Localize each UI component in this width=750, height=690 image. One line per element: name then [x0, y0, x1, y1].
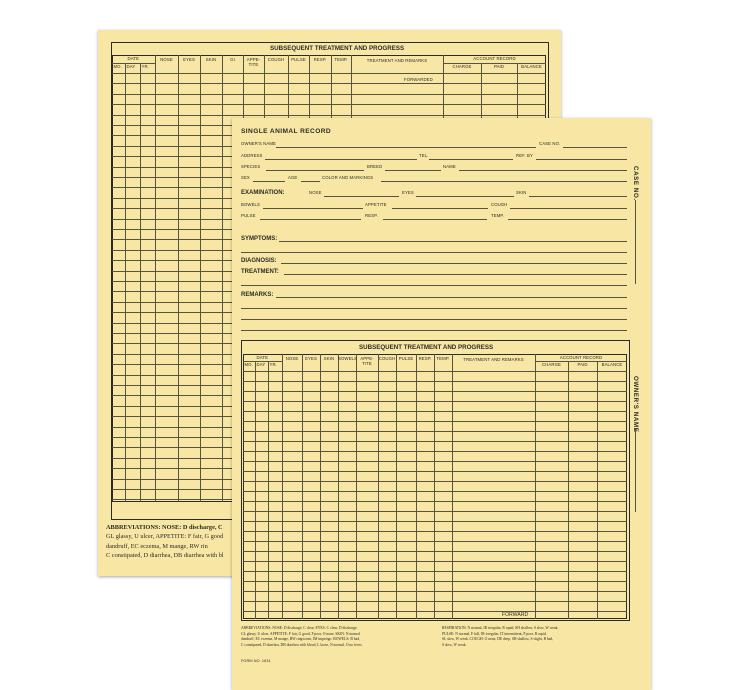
date-header: DATE: [127, 55, 140, 61]
skin-line: [529, 196, 627, 197]
diagnosis-line: [281, 263, 627, 264]
nose-label: NOSE: [309, 190, 322, 195]
grid-row-rule: [243, 511, 627, 512]
resp-line: [383, 219, 487, 220]
back-abbrev-line: ABBREVIATIONS: NOSE: D discharge, C: [106, 524, 223, 531]
bowels-line: [263, 208, 363, 209]
side-tab-case-no: CASE NO.: [632, 166, 639, 201]
column-header: PULSE: [291, 57, 306, 62]
abbrev-line: SL slow, W weak. COUGH: O none, DE deep, SH shallow, S slight, B bad,: [442, 637, 554, 642]
bowels-label: BOWELS: [241, 202, 260, 207]
case-no-label: CASE NO.: [539, 141, 561, 146]
column-header: BOWELS: [338, 356, 357, 361]
treatment-line: [284, 274, 627, 275]
column-header: PULSE: [398, 356, 414, 361]
back-abbrev-line: C constipated, D diarrhea, DB diarrhea with bl: [106, 552, 224, 560]
remarks-line: [276, 297, 627, 298]
name-line: [459, 170, 627, 171]
pulse-line: [260, 219, 361, 220]
account-subheader: BALANCE: [601, 362, 623, 367]
grid-row-rule: [243, 581, 627, 582]
grid-row-rule: [243, 461, 627, 462]
diagnosis-label: DIAGNOSIS:: [241, 258, 277, 264]
grid-row-rule: [243, 431, 627, 432]
grid-row-rule: [243, 481, 627, 482]
date-subheader: YR.: [269, 362, 277, 367]
forward-label: FORWARD: [502, 612, 529, 618]
eyes-line: [416, 196, 514, 197]
remarks-label: REMARKS:: [241, 292, 274, 298]
account-record-header: ACCOUNT RECORD: [559, 354, 603, 360]
abbrev-line: PULSE: N normal, F full, IR irregular, IT intermittent, P poor, R rapid,: [442, 631, 547, 636]
grid-row-rule: [243, 501, 627, 502]
side-tab-owner-line: [635, 428, 636, 512]
grid-row-rule: [243, 401, 627, 402]
abbrev-line: C constipated, D diarrhea, DB diarrhea with blood, L loose, N normal, O no feces.: [241, 642, 363, 647]
abbreviations-left: [241, 626, 363, 648]
ref-by-line: [536, 159, 627, 160]
front-record-sheet: [232, 118, 651, 690]
remarks-line: [241, 308, 627, 309]
grid-row-rule: [243, 591, 627, 592]
address-label: ADDRESS: [241, 153, 263, 158]
abbreviations-right: [442, 626, 558, 648]
treatment-label: TREATMENT:: [241, 269, 279, 275]
grid-column-rule: [178, 55, 179, 502]
temp-label: TEMP.: [491, 213, 505, 218]
remarks-line: [241, 319, 627, 320]
grid-column-rule: [155, 55, 156, 502]
date-subheader: DAY: [126, 64, 136, 69]
column-header: COUGH: [267, 57, 285, 62]
abbrev-line: RESPIRATION: N normal, IR irregular, R rapid, SH shallow, S slow, W weak.: [442, 626, 559, 630]
symptoms-label: SYMPTOMS:: [241, 236, 278, 242]
color-line: [381, 181, 627, 182]
cough-line: [510, 208, 627, 209]
abbrev-line: GL glassy, U ulcer. APPETITE: F fair, G good, P poor, O none. SKIN: N normal: [241, 631, 360, 636]
grid-row-rule: [112, 83, 546, 84]
name-label: NAME: [443, 164, 456, 169]
abbrev-line: S slow, W weak.: [442, 642, 467, 647]
species-line: [266, 170, 364, 171]
column-header: EYES: [305, 356, 317, 361]
appetite-label: APPETITE: [365, 202, 387, 207]
column-header: APPE- TITE: [246, 57, 261, 67]
grid-row-rule: [243, 571, 627, 572]
owners-name-line: [276, 147, 536, 148]
column-header: EYES: [183, 57, 195, 62]
symptoms-line: [241, 252, 627, 253]
grid-row-rule: [243, 491, 627, 492]
table-title: SUBSEQUENT TREATMENT AND PROGRESS: [359, 344, 494, 351]
grid-column-rule: [378, 354, 379, 619]
grid-column-rule: [200, 55, 201, 502]
grid-column-rule: [396, 354, 397, 619]
back-table-title: SUBSEQUENT TREATMENT AND PROGRESS: [270, 45, 405, 52]
grid-row-rule: [243, 561, 627, 562]
column-header: TREATMENT AND REMARKS: [366, 58, 428, 63]
breed-label: BREED: [367, 164, 383, 169]
inner-table-frame: [243, 354, 627, 619]
grid-row-rule: [112, 104, 546, 105]
back-abbrev-line: dandruff, EC eczema, M mange, RW rin: [106, 542, 208, 550]
column-header: GI: [230, 57, 235, 62]
grid-column-rule: [222, 55, 223, 502]
column-header: APPE- TITE: [360, 356, 374, 366]
column-header: RESP.: [313, 57, 327, 62]
column-header: NOSE: [160, 57, 173, 62]
treatment-line: [241, 285, 627, 286]
column-header: TREATMENT AND REMARKS: [463, 357, 524, 362]
species-label: SPECIES: [241, 164, 261, 169]
back-abbreviations: [106, 523, 243, 561]
sex-line: [253, 181, 285, 182]
column-header: SKIN: [323, 356, 335, 361]
date-subheader: DAY: [256, 362, 266, 367]
age-line: [301, 181, 320, 182]
ref-by-label: REF. BY: [516, 153, 533, 158]
grid-row-rule: [243, 411, 627, 412]
grid-column-rule: [282, 354, 283, 619]
date-subheader: MO.: [113, 64, 122, 69]
grid-column-rule: [320, 354, 321, 619]
column-header: TEMP.: [436, 356, 450, 361]
account-record-header: ACCOUNT RECORD: [473, 55, 516, 61]
grid-row-rule: [243, 531, 627, 532]
sex-label: SEX: [241, 175, 250, 180]
account-subheader: BALANCE: [521, 64, 542, 69]
account-subheader: CHARGE: [542, 362, 561, 367]
grid-rule: [243, 371, 627, 372]
nose-line: [324, 196, 399, 197]
grid-row-rule: [243, 391, 627, 392]
address-line: [265, 159, 417, 160]
grid-row-rule: [243, 541, 627, 542]
grid-row-rule: [243, 451, 627, 452]
account-subheader: PAID: [577, 362, 588, 367]
grid-row-rule: [243, 611, 627, 612]
grid-column-rule: [452, 354, 453, 619]
grid-row-rule: [112, 115, 546, 116]
owners-name-label: OWNER'S NAME: [241, 141, 276, 146]
age-label: AGE: [288, 175, 298, 180]
skin-label: SKIN: [516, 190, 527, 195]
cough-label: COUGH: [491, 202, 508, 207]
record-title: SINGLE ANIMAL RECORD: [241, 128, 332, 135]
back-forwarded-label: FORWARDED: [404, 77, 433, 82]
back-abbrev-line: GL glassy, U ulcer, APPETITE: F fair, G good: [106, 533, 224, 541]
resp-label: RESP.: [365, 213, 378, 218]
account-subheader: CHARGE: [452, 64, 472, 69]
breed-line: [385, 170, 441, 171]
abbrev-line: dandruff, EC eczema, M mange, RW ringworm, IM impetigo. BOWELS: B bad,: [241, 637, 360, 642]
symptoms-line: [279, 241, 627, 242]
column-header: SKIN: [205, 57, 217, 62]
grid-column-rule: [302, 354, 303, 619]
account-subheader: PAID: [493, 64, 505, 69]
grid-column-rule: [535, 354, 536, 619]
date-subheader: MO.: [244, 362, 253, 367]
tel-line: [429, 159, 513, 160]
eyes-label: EYES: [402, 190, 414, 195]
grid-row-rule: [243, 441, 627, 442]
grid-row-rule: [243, 471, 627, 472]
case-no-line: [563, 147, 627, 148]
side-tab-owners-name: OWNER'S NAME: [632, 376, 639, 433]
appetite-line: [392, 208, 488, 209]
grid-row-rule: [243, 421, 627, 422]
grid-row-rule: [243, 601, 627, 602]
abbrev-line: ABBREVIATIONS: NOSE: D discharge, C clear. EYES: C clear, D discharge,: [241, 626, 358, 630]
remarks-line: [241, 330, 627, 331]
date-subheader: YR.: [141, 64, 149, 69]
tel-label: TEL.: [419, 153, 429, 158]
grid-column-rule: [356, 354, 357, 619]
form-number: FORM NO. 1631: [241, 659, 271, 663]
grid-column-rule: [416, 354, 417, 619]
grid-row-rule: [243, 381, 627, 382]
color-label: COLOR AND MARKINGS: [322, 175, 374, 180]
grid-column-rule: [434, 354, 435, 619]
column-header: COUGH: [378, 356, 396, 361]
pulse-label: PULSE: [241, 213, 256, 218]
grid-row-rule: [243, 521, 627, 522]
temp-line: [508, 219, 627, 220]
grid-row-rule: [243, 551, 627, 552]
date-header: DATE: [256, 354, 269, 360]
column-header: NOSE: [285, 356, 299, 361]
side-tab-case-line: [635, 200, 636, 284]
column-header: RESP.: [418, 356, 432, 361]
examination-label: EXAMINATION:: [241, 190, 285, 196]
grid-column-rule: [338, 354, 339, 619]
column-header: TEMP.: [334, 57, 348, 62]
grid-row-rule: [112, 94, 546, 95]
